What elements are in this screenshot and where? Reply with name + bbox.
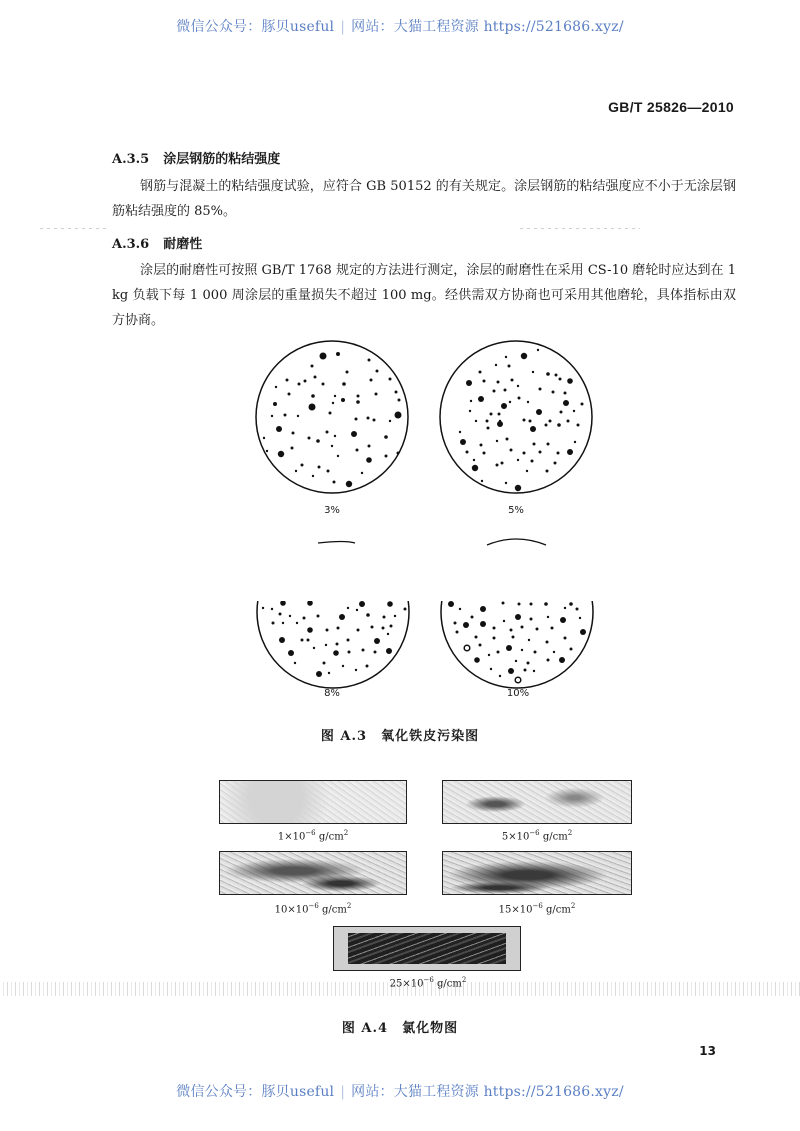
circle-8-and-10-percent	[257, 536, 593, 688]
watermark-left-text: 微信公众号：豚贝useful	[176, 1084, 335, 1100]
section-body-a36	[112, 258, 736, 333]
scan-artifact-line	[40, 228, 110, 229]
label-unit-exponent: 2	[346, 902, 352, 910]
standard-number: GB/T 25826—2010	[608, 99, 734, 115]
panel-label-3-percent: 3%	[324, 505, 340, 516]
heavy-chloride-pattern	[348, 933, 506, 964]
label-exponent: −6	[305, 829, 316, 837]
label-exponent: −6	[529, 829, 540, 837]
label-unit: g/cm	[318, 831, 344, 843]
chloride-label-15e-6: $15\times 10^{-6}$ $g/cm^2$	[498, 902, 576, 916]
page-number: 13	[699, 1044, 716, 1058]
watermark-right-text: 网站：大猫工程资源 https://521686.xyz/	[351, 1084, 624, 1100]
label-unit: g/cm	[322, 904, 347, 916]
circle-3-percent	[256, 341, 408, 493]
chloride-strip-25e-6	[333, 926, 521, 971]
section-heading-a36	[112, 233, 202, 252]
watermark-top	[0, 16, 800, 36]
watermark-separator: |	[340, 19, 346, 35]
figure-title: 氯化物图	[402, 1021, 459, 1036]
label-unit-exponent: 2	[343, 829, 349, 837]
section-body-text: 钢筋与混凝土的粘结强度试验，应符合 GB 50152 的有关规定。涂层钢筋的粘结强度应不小于无涂层钢筋粘结强度的 85%。	[112, 179, 736, 219]
figure-number: 图 A.3	[320, 729, 368, 744]
chloride-label-1e-6: $1\times 10^{-6}$ $g/cm^2$	[277, 829, 349, 843]
label-coefficient: 10	[274, 904, 288, 916]
label-coefficient: 25	[389, 978, 403, 990]
chloride-strip-1e-6	[219, 780, 407, 824]
section-number: A.3.5	[112, 152, 150, 167]
label-coefficient: 15	[498, 904, 512, 916]
section-body-a35	[112, 174, 736, 224]
chloride-strip-15e-6	[442, 851, 632, 895]
figure-a4-caption	[0, 1017, 800, 1036]
chloride-label-25e-6: $25\times 10^{-6}$ $g/cm^2$	[389, 976, 467, 990]
label-unit: g/cm	[546, 904, 571, 916]
watermark-bottom	[0, 1081, 800, 1101]
figure-number: 图 A.4	[341, 1021, 389, 1036]
figure-title: 氧化铁皮污染图	[381, 729, 480, 744]
chloride-strip-5e-6	[442, 780, 632, 824]
chloride-label-10e-6: $10\times 10^{-6}$ $g/cm^2$	[274, 902, 352, 916]
label-exponent: −6	[532, 902, 543, 910]
panel-label-10-percent: 10%	[506, 688, 530, 699]
section-title: 耐磨性	[163, 237, 203, 252]
section-title: 涂层钢筋的粘结强度	[163, 152, 281, 167]
scan-artifact-line	[520, 228, 640, 229]
label-unit-exponent: 2	[567, 829, 573, 837]
chloride-label-5e-6: $5\times 10^{-6}$ $g/cm^2$	[501, 829, 573, 843]
chloride-strip-10e-6	[219, 851, 407, 895]
label-coefficient: 5	[501, 831, 509, 843]
section-heading-a35	[112, 148, 280, 167]
watermark-left-text: 微信公众号：豚贝useful	[176, 19, 335, 35]
panel-label-8-percent: 8%	[324, 688, 340, 699]
figure-a3-caption	[0, 725, 800, 744]
panel-label-5-percent: 5%	[508, 505, 524, 516]
section-body-text: 涂层的耐磨性可按照 GB/T 1768 规定的方法进行测定，涂层的耐磨性在采用 CS-10 磨轮时应达到在 1 kg 负载下每 1 000 周涂层的重量损失不超过 100 mg。经供需双方协商也可采用其他磨轮，具体指标由双方协商。	[112, 263, 736, 328]
watermark-separator: |	[340, 1084, 346, 1100]
section-number: A.3.6	[112, 237, 150, 252]
label-exponent: −6	[308, 902, 319, 910]
label-coefficient: 1	[277, 831, 285, 843]
label-exponent: −6	[423, 976, 434, 984]
label-unit-exponent: 2	[570, 902, 576, 910]
label-unit: g/cm	[437, 978, 462, 990]
circle-5-percent	[440, 341, 592, 493]
watermark-right-text: 网站：大猫工程资源 https://521686.xyz/	[351, 19, 624, 35]
label-unit: g/cm	[542, 831, 568, 843]
label-unit-exponent: 2	[461, 976, 467, 984]
